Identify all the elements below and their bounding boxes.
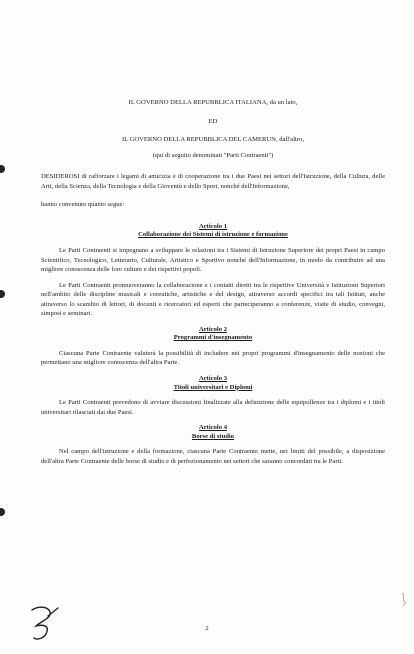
page-number: 2 <box>205 625 209 632</box>
handwritten-signature-icon <box>28 602 64 642</box>
article-number: Articolo 3 <box>198 375 227 382</box>
article-2 <box>41 326 385 368</box>
article-4 <box>41 424 385 466</box>
punch-hole-icon <box>0 290 5 298</box>
preamble <box>41 172 385 191</box>
article-3 <box>41 375 385 417</box>
article-title: Programmi d'insegnamento <box>173 334 253 342</box>
article-1 <box>41 223 385 319</box>
article-number: Articolo 2 <box>198 325 227 333</box>
preamble-lead: DESIDEROSI <box>41 173 80 181</box>
conjunction: ED <box>208 117 218 125</box>
article-paragraph: Ciascuna Parte Contraente valuterà la possibilità di includere nei propri programmi d'insegnamento delle nozioni che permettano una migliore conoscenza dell'altra Parte. <box>41 349 385 367</box>
margin-mark-icon <box>400 592 408 606</box>
article-title: Collaborazione dei Sistemi di istruzione e formazione <box>138 231 288 239</box>
punch-hole-icon <box>0 165 5 173</box>
party-one: IL GOVERNO DELLA REPUBBLICA ITALIANA, da un lato, <box>128 99 298 106</box>
article-number: Articolo 1 <box>198 222 227 230</box>
preamble-text: di rafforzare i legami di amicizia e di cooperazione tra i due Paesi nei settori dell'Istruzione, della Cultura, delle Arti, della Scienza, della Tecnologia e della Gioventù e dello Sport, nonché dell'Informazione, <box>41 173 385 190</box>
article-title: Borse di studio <box>191 432 235 440</box>
party-two: IL GOVERNO DELLA REPUBBLICA DEL CAMERUN, dall'altro, <box>121 136 305 144</box>
article-paragraph: Le Parti Contraenti si impegnano a sviluppare le relazioni tra i Sistemi di Istruzione Superiore dei propri Paesi in campo Scientifico, Tecnologico, Letterario, Culturale, Artistico e Sportivo nonché dell'Informazione, in modo da contribuire ad una migliore conoscenza delle loro culture e dei rispettivi popoli. <box>41 246 385 274</box>
article-title: Titoli universitari e Diplomi <box>173 383 253 391</box>
article-number: Articolo 4 <box>198 424 227 432</box>
parties-definition: (qui di seguito denominati "Parti Contraenti") <box>152 151 274 159</box>
article-paragraph: Le Parti Contraenti promuoveranno la collaborazione e i contatti diretti tra le rispettive Università e Istituzioni Superiori nell'ambito delle discipline musicali e coreutiche, artistiche e del design, attraverso accordi specifici tra tali Istituti, anche attraverso lo scambio di lettori, di docenti e ricercatori ed esperti che parteciperanno a conferenze, visite di studio, convegni, simposi e seminari. <box>41 281 385 318</box>
article-paragraph: Nel campo dell'istruzione e della formazione, ciascuna Parte Contraente mette, nei limiti del possibile, a disposizione dell'altra Parte Contraente delle borse di studio e di perfezionamento nei settori che saranno concordati tra le Parti. <box>41 448 385 465</box>
document-body <box>41 98 385 466</box>
article-paragraph: Le Parti Contraenti prevedono di avviare discussioni finalizzate alla definizione delle equipollenze tra i diplomi e i titoli universitari rilasciati dai due Paesi. <box>41 399 385 416</box>
punch-hole-icon <box>0 508 5 516</box>
agreement-statement: hanno convenuto quanto segue: <box>41 201 125 209</box>
